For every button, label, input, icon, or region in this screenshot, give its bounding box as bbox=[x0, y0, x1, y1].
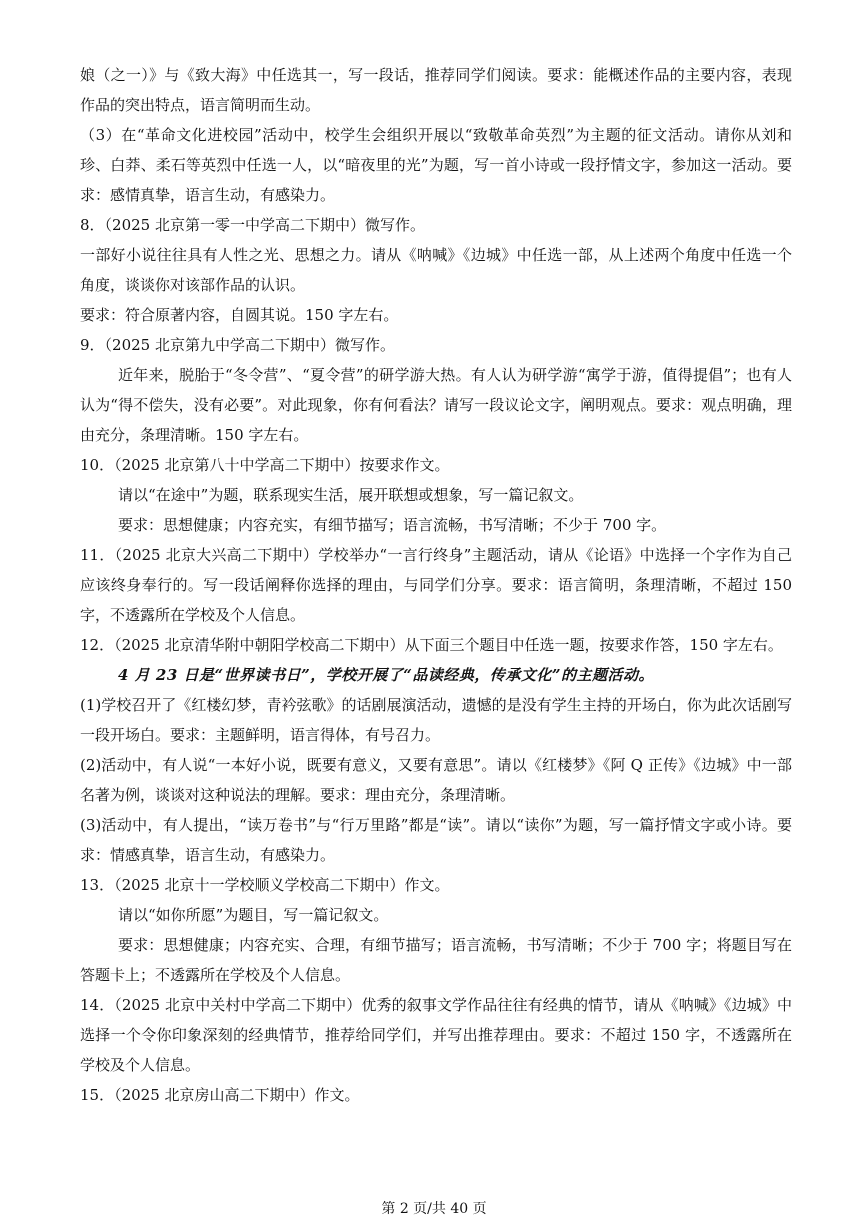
paragraph-continuation: 娘（之一）》与《致大海》中任选其一，写一段话，推荐同学们阅读。要求：能概述作品的主要内容，表现作品的突出特点，语言简明而生动。 bbox=[80, 66, 792, 114]
question-11: 11．（2025 北京大兴高二下期中）学校举办“一言行终身”主题活动，请从《论语》中选择一个字作为自己应该终身奉行的。写一段话阐释你选择的理由，与同学们分享。要求：语言简明，条理清晰，不超过 150 字，不透露所在学校及个人信息。 bbox=[80, 546, 792, 624]
question-12-context: 4 月 23 日是“世界读书日”，学校开展了“品读经典，传承文化”的主题活动。 bbox=[118, 666, 654, 684]
question-13-requirements: 要求：思想健康；内容充实、合理，有细节描写；语言流畅，书写清晰；不少于 700 字；将题目写在答题卡上；不透露所在学校及个人信息。 bbox=[80, 936, 792, 984]
question-12-heading: 12．（2025 北京清华附中朝阳学校高二下期中）从下面三个题目中任选一题，按要求作答，150 字左右。 bbox=[80, 636, 783, 654]
page-number: 第 2 页/共 40 页 bbox=[381, 1201, 487, 1217]
question-8-prompt: 一部好小说往往具有人性之光、思想之力。请从《呐喊》《边城》中任选一部，从上述两个角度中任选一个角度，谈谈你对该部作品的认识。 bbox=[80, 246, 792, 294]
question-15-heading: 15．（2025 北京房山高二下期中）作文。 bbox=[80, 1086, 360, 1104]
question-10-heading: 10．（2025 北京第八十中学高二下期中）按要求作文。 bbox=[80, 456, 450, 474]
question-10-prompt: 请以“在途中”为题，联系现实生活，展开联想或想象，写一篇记叙文。 bbox=[118, 486, 584, 504]
question-10-requirements: 要求：思想健康；内容充实，有细节描写；语言流畅，书写清晰；不少于 700 字。 bbox=[118, 516, 667, 534]
question-13-heading: 13．（2025 北京十一学校顺义学校高二下期中）作文。 bbox=[80, 876, 450, 894]
question-12-option-3: (3)活动中，有人提出，“读万卷书”与“行万里路”都是“读”。请以“读你”为题，写一篇抒情文字或小诗。要求：情感真挚，语言生动，有感染力。 bbox=[80, 816, 792, 864]
question-9-prompt: 近年来，脱胎于“冬令营”、“夏令营”的研学游大热。有人认为研学游“寓学于游，值得提倡”；也有人认为“得不偿失，没有必要”。对此现象，你有何看法？请写一段议论文字，阐明观点。要求：观点明确，理由充分，条理清晰。150 字左右。 bbox=[80, 366, 792, 444]
question-9-heading: 9．（2025 北京第九中学高二下期中）微写作。 bbox=[80, 336, 395, 354]
document-body bbox=[80, 60, 792, 1110]
question-8-requirements: 要求：符合原著内容，自圆其说。150 字左右。 bbox=[80, 306, 399, 324]
question-8-heading: 8．（2025 北京第一零一中学高二下期中）微写作。 bbox=[80, 216, 425, 234]
question-12-option-2: (2)活动中，有人说“一本好小说，既要有意义，又要有意思”。请以《红楼梦》《阿 Q 正传》《边城》中一部名著为例，谈谈对这种说法的理解。要求：理由充分，条理清晰。 bbox=[80, 756, 792, 804]
question-14: 14．（2025 北京中关村中学高二下期中）优秀的叙事文学作品往往有经典的情节，请从《呐喊》《边城》中选择一个令你印象深刻的经典情节，推荐给同学们，并写出推荐理由。要求：不超过 150 字，不透露所在学校及个人信息。 bbox=[80, 996, 792, 1074]
paragraph-subquestion-3: （3）在“革命文化进校园”活动中，校学生会组织开展以“致敬革命英烈”为主题的征文活动。请你从刘和珍、白莽、柔石等英烈中任选一人，以“暗夜里的光”为题，写一首小诗或一段抒情文字，参加这一活动。要求：感情真挚，语言生动，有感染力。 bbox=[80, 126, 792, 204]
question-13-prompt: 请以“如你所愿”为题目，写一篇记叙文。 bbox=[118, 906, 389, 924]
question-12-option-1: (1)学校召开了《红楼幻梦，青衿弦歌》的话剧展演活动，遗憾的是没有学生主持的开场白，你为此次话剧写一段开场白。要求：主题鲜明，语言得体，有号召力。 bbox=[80, 696, 792, 744]
